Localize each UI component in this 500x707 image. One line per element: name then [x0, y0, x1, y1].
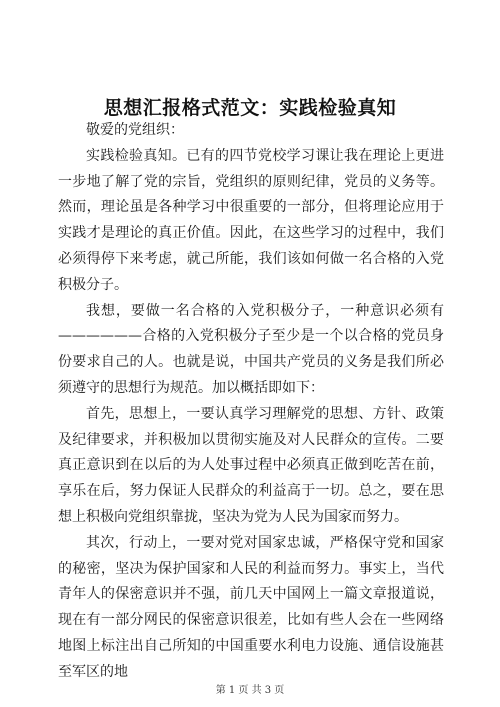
document-body	[58, 118, 444, 686]
salutation: 敬爱的党组织：	[86, 122, 184, 138]
paragraph-awareness: 我想，要做一名合格的入党积极分子，一种意识必须有——————合格的入党积极分子至少是一个以合格的党员身份要求自己的人。也就是说，中国共产党员的义务是我们所必须遵守的思想行为规范。加以概括即如下：	[58, 302, 444, 396]
paragraph-thought: 首先，思想上，一要认真学习理解党的思想、方针、政策及纪律要求，并积极加以贯彻实施及对人民群众的宣传。二要真正意识到在以后的为人处事过程中必须真正做到吃苦在前，享乐在后，努力保证人民群众的利益高于一切。总之，要在思想上积极向党组织靠拢，坚决为党为人民为国家而努力。	[58, 405, 444, 525]
page-number: 第 1 页 共 3 页	[215, 685, 285, 696]
document-title: 思想汇报格式范文：实践检验真知	[103, 97, 397, 119]
paragraph-practice: 实践检验真知。已有的四节党校学习课让我在理论上更进一步地了解了党的宗旨，党组织的原则纪律，党员的义务等。然而，理论虽是各种学习中很重要的一部分，但将理论应用于实践才是理论的真正价值。因此，在这些学习的过程中，我们必须得停下来考虑，就己所能，我们该如何做一名合格的入党积极分子。	[58, 147, 444, 293]
paragraph-action: 其次，行动上，一要对党对国家忠诚，严格保守党和国家的秘密，坚决为保护国家和人民的利益而努力。事实上，当代青年人的保密意识并不强，前几天中国网上一篇文章报道说，现在有一部分网民的保密意识很差，比如有些人会在一些网络地图上标注出自己所知的中国重要水利电力设施、通信设施甚至军区的地	[58, 534, 444, 680]
